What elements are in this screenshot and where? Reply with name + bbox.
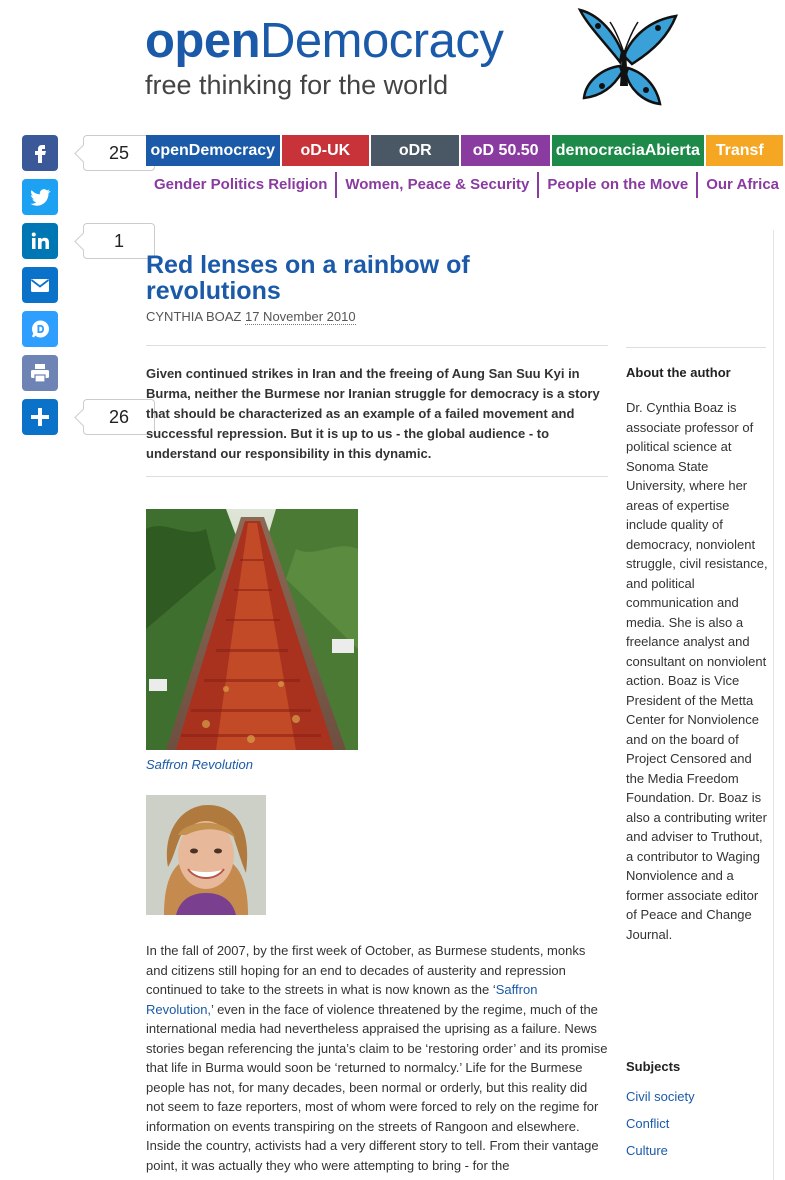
- logo-tagline: free thinking for the world: [145, 70, 449, 100]
- body-text-part2: ’ even in the face of violence threatened by the regime, much of the international media had nevertheless appraised the uprising as a failure. News stories began referencing the junta’s claim to be ‘restoring order’ and its promise that life in Burma would soon be ‘returned to normalcy.’ Life for the Burmese people has not, for many decades, been normal or orderly, but this reality did not seem to faze reporters, most of whom were forced to rely on the regime for information on events transpiring on the streets of Rangoon and elsewhere. Inside the country, activists had a very different story to tell. From their vantage point, it was actually they who were attempting to bring - for the: [146, 1001, 608, 1173]
- facebook-icon: [28, 141, 52, 165]
- article-lede: Given continued strikes in Iran and the freeing of Aung San Suu Kyi in Burma, neither the Burmese nor Iranian struggle for democracy is a story that should be characterized as an example of a failed movement and successful repression. But it is up to us - the global audience - to understand our responsibility in this dynamic.: [146, 366, 600, 461]
- nav-item-transformation[interactable]: Transf: [706, 135, 783, 166]
- disqus-share-button[interactable]: [22, 311, 58, 347]
- subjects-list: [626, 1089, 771, 1158]
- site-logo[interactable]: [145, 14, 575, 100]
- divider: [626, 347, 766, 348]
- about-author-heading: About the author: [626, 365, 731, 380]
- divider: [146, 345, 608, 346]
- share-row-print: [22, 355, 137, 399]
- author-portrait-photo: [146, 795, 266, 915]
- plus-icon: [28, 405, 52, 429]
- nav-item-odr[interactable]: oDR: [371, 135, 459, 166]
- email-share-button[interactable]: [22, 267, 58, 303]
- about-author-section: [626, 365, 771, 944]
- logo-light: Democracy: [260, 14, 504, 68]
- butterfly-logo-icon: [568, 6, 680, 110]
- article-date: 17 November 2010: [244, 309, 356, 324]
- subject-link-civil-society[interactable]: Civil society: [626, 1089, 695, 1104]
- author-name[interactable]: CYNTHIA BOAZ: [146, 309, 242, 324]
- share-row-facebook: [22, 135, 137, 179]
- nav-item-od-uk[interactable]: oD-UK: [282, 135, 369, 166]
- photo-caption[interactable]: Saffron Revolution: [146, 757, 253, 772]
- subnav-item-our-africa[interactable]: Our Africa: [706, 176, 779, 193]
- subject-link-culture[interactable]: Culture: [626, 1143, 668, 1158]
- subjects-heading: Subjects: [626, 1059, 681, 1074]
- facebook-share-button[interactable]: [22, 135, 58, 171]
- nav-item-od-5050[interactable]: oD 50.50: [461, 135, 549, 166]
- share-row-disqus: [22, 311, 137, 355]
- subjects-section: [626, 1059, 771, 1170]
- print-share-button[interactable]: [22, 355, 58, 391]
- article-byline: [146, 309, 356, 324]
- body-text-part1: In the fall of 2007, by the first week of October, as Burmese students, monks and citizens still hoping for an end to decades of austerity and repression continued to take to the streets in what is now known as the ‘: [146, 943, 586, 997]
- main-nav: [146, 135, 785, 166]
- facebook-share-count: 25: [83, 135, 155, 171]
- linkedin-icon: [28, 229, 52, 253]
- saffron-revolution-link[interactable]: Saffron Revolution,: [146, 982, 538, 1017]
- sidebar-border: [773, 230, 774, 1180]
- subnav-item-gender-politics-religion[interactable]: Gender Politics Religion: [146, 172, 337, 198]
- twitter-icon: [28, 185, 52, 209]
- share-row-addthis: [22, 399, 137, 443]
- subnav-item-women-peace-security[interactable]: Women, Peace & Security: [337, 172, 539, 198]
- linkedin-share-count: 1: [83, 223, 155, 259]
- saffron-revolution-photo[interactable]: [146, 509, 358, 750]
- logo-title: [145, 14, 575, 68]
- share-row-twitter: [22, 179, 137, 223]
- disqus-icon: [28, 317, 52, 341]
- sub-nav: [146, 172, 785, 198]
- subject-link-conflict[interactable]: Conflict: [626, 1116, 670, 1131]
- twitter-share-button[interactable]: [22, 179, 58, 215]
- about-author-text: Dr. Cynthia Boaz is associate professor of political science at Sonoma State University, where her areas of expertise include quality of democracy, nonviolent struggle, civil resistance, and political communication and media. She is also a freelance analyst and consultant on nonviolent action. Boaz is Vice President of the Metta Center for Nonviolence and on the board of Project Censored and the Media Freedom Foundation. Dr. Boaz is also a contributing writer and adviser to Truthout, a contributor to Waging Nonviolence and a former associate editor of Peace and Change Journal.: [626, 400, 768, 942]
- addthis-share-button[interactable]: [22, 399, 58, 435]
- share-row-email: [22, 267, 137, 311]
- share-bar: [22, 135, 137, 443]
- article-body: [146, 941, 608, 1175]
- addthis-share-count: 26: [83, 399, 155, 435]
- print-icon: [28, 361, 52, 385]
- linkedin-share-button[interactable]: [22, 223, 58, 259]
- article-title: Red lenses on a rainbow of revolutions: [146, 251, 470, 305]
- email-icon: [28, 273, 52, 297]
- share-row-linkedin: [22, 223, 137, 267]
- subnav-item-people-on-the-move[interactable]: People on the Move: [539, 172, 698, 198]
- nav-item-democracia-abierta[interactable]: democraciaAbierta: [552, 135, 704, 166]
- divider: [146, 476, 608, 477]
- logo-bold: open: [145, 14, 261, 68]
- nav-item-opendemocracy[interactable]: openDemocracy: [146, 135, 280, 166]
